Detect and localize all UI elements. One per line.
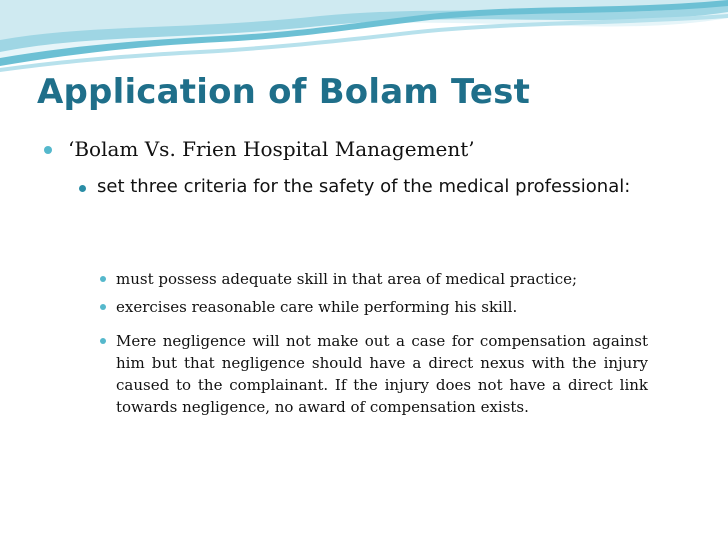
criteria-item-skill: must possess adequate skill in that area of medical practice;: [116, 270, 578, 288]
criteria-item-care: exercises reasonable care while performing his skill.: [116, 298, 518, 316]
bullet-icon: [100, 338, 106, 344]
bullet-case-name: ‘Bolam Vs. Frien Hospital Management’: [68, 137, 475, 161]
slide-title: Application of Bolam Test: [37, 72, 531, 112]
bullet-criteria-intro: set three criteria for the safety of the medical professional:: [97, 176, 631, 197]
bullet-icon: [100, 304, 106, 310]
bullet-icon: [100, 276, 106, 282]
bullet-icon: [44, 146, 52, 154]
bullet-icon: [79, 185, 86, 192]
criteria-item-negligence: Mere negligence will not make out a case for compensation against him but that negligence should have a direct nexus with the injury caused to the complainant. If the injury does not have a direct link towards negligence, no award of compensation exists.: [116, 332, 648, 416]
